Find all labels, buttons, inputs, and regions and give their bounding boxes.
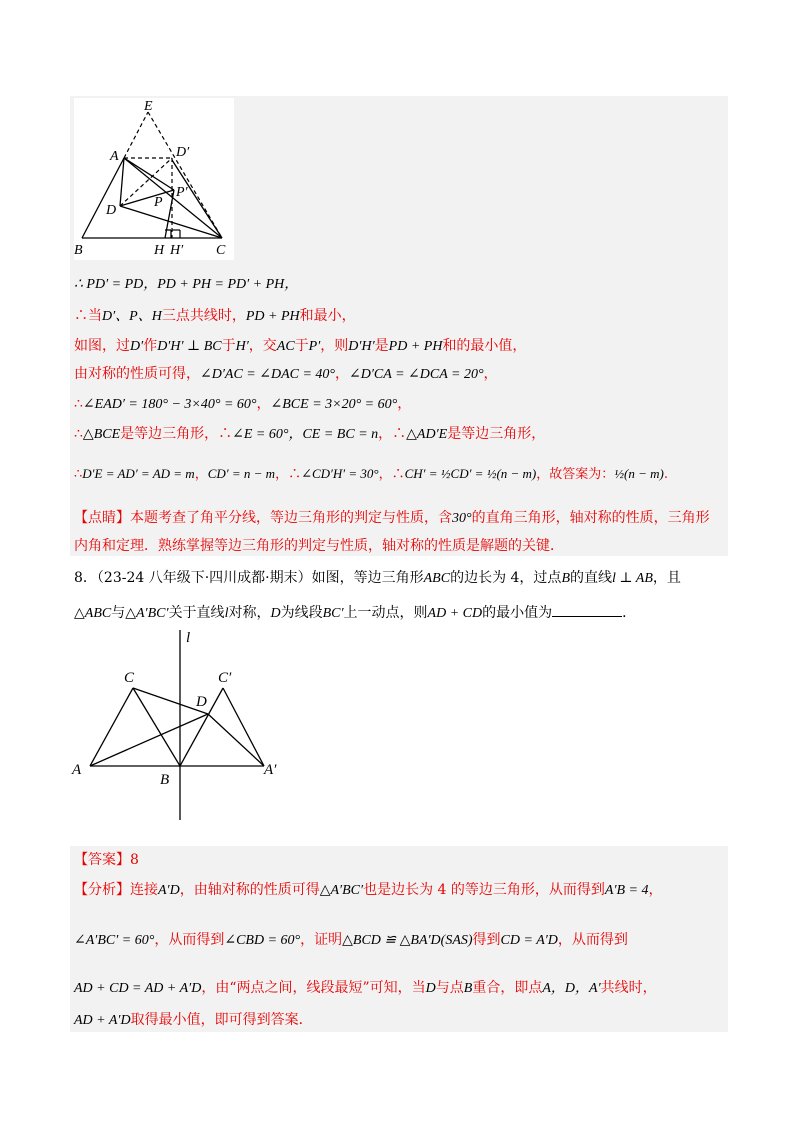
label-C: C [124,670,135,686]
analysis-line-2: ∠A′BC′ = 60°，从而得到∠CBD = 60°，证明△BCD ≌ △BA′D(SAS)得到CD = A′D，从而得到 [74,932,628,948]
geometry-figure-1 [74,98,234,260]
label-D: D [196,694,207,710]
label-H-prime: H′ [170,243,184,258]
comment-line-1: 【点睛】本题考查了角平分线，等边三角形的判定与性质，含30°的直角三角形，轴对称的性质，三角形 [74,510,710,526]
label-A: A [72,762,82,778]
solution-line-5: ∴∠EAD′ = 180° − 3×40° = 60°，∠BCE = 3×20° = 60°， [74,396,412,412]
label-H: H [154,243,165,258]
analysis-line-1: 【分析】连接A′D，由轴对称的性质可得△A′BC′也是边长为 4 的等边三角形，从而得到A′B = 4， [74,882,663,898]
label-D: D [106,203,117,218]
label-D-prime: D′ [176,145,190,160]
label-A: A [110,149,119,164]
solution-line-2: ∴当D′、P、H三点共线时，PD + PH和最小， [74,308,356,324]
label-C: C [216,243,226,258]
comment-line-2: 内角和定理．熟练掌握等边三角形的判定与性质，轴对称的性质是解题的关键． [74,538,564,554]
solution-line-3: 如图，过D′作D′H′ ⊥ BC于H′，交AC于P′，则D′H′是PD + PH和的最小值， [74,338,527,354]
answer-blank [552,602,622,617]
label-P-prime: P′ [176,185,188,200]
label-E: E [144,99,153,114]
analysis-line-3: AD + CD = AD + A′D，由“两点之间，线段最短”可知，当D与点B重合，即点A，D，A′共线时， [74,980,657,996]
solution-line-6: ∴△BCE是等边三角形，∴∠E = 60°，CE = BC = n，∴△AD′E是等边三角形， [74,426,546,442]
solution-line-7: ∴D′E = AD′ = AD = m，CD′ = n − m，∴∠CD′H′ = 30°，∴CH′ = ½CD′ = ½(n − m)，故答案为：½(n − m). [74,466,668,482]
label-C-prime: C′ [218,670,232,686]
answer-line-1: 【答案】8 [74,852,139,868]
label-B: B [74,243,83,258]
solution-line-1: ∴ PD′ = PD，PD + PH = PD′ + PH， [74,277,299,292]
label-A-prime: A′ [264,762,277,778]
label-l: l [186,630,191,646]
label-B: B [160,772,170,788]
label-P: P [154,195,163,210]
geometry-figure-2 [68,622,304,826]
solution-line-4: 由对称的性质可得，∠D′AC = ∠DAC = 40°，∠D′CA = ∠DCA = 20°， [74,366,498,382]
problem8-line-1: 8．（23-24 八年级下·四川成都·期末）如图，等边三角形ABC的边长为 4，过点B的直线l ⊥ AB，且 [74,570,681,586]
problem8-line-2: △ABC与△A′BC′关于直线l对称，D为线段BC′上一动点，则AD + CD的最小值为 ． [74,602,636,624]
analysis-line-4: AD + A′D取得最小值，即可得到答案． [74,1012,313,1028]
